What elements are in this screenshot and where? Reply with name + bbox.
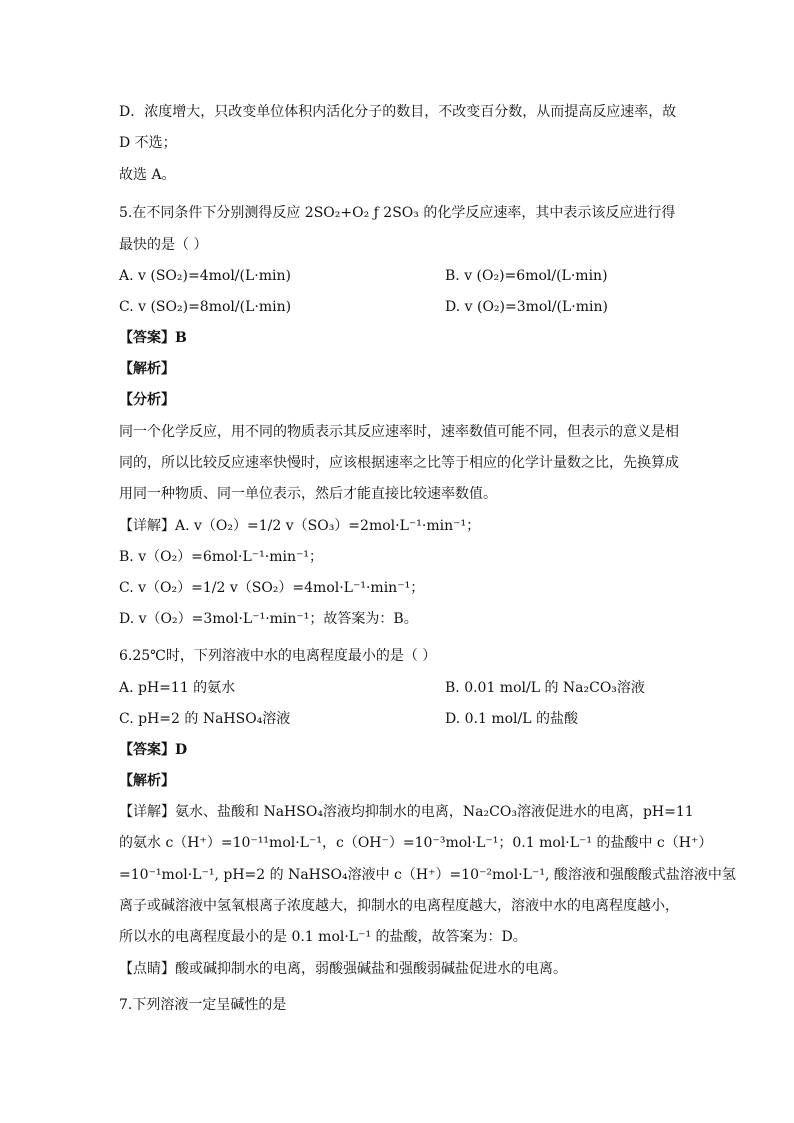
question-6-stem: 6.25℃时，下列溶液中水的电离程度最小的是（ ）: [119, 648, 437, 664]
tip-line: 【点睛】酸或碱抑制水的电离，弱酸强碱盐和强酸弱碱盐促进水的电离。: [119, 961, 567, 977]
detail-line: =10⁻¹mol·L⁻¹, pH=2 的 NaHSO₄溶液中 c（H⁺）=10⁻²mol·L⁻¹, 酸溶液和强酸酸式盐溶液中氢: [119, 867, 736, 883]
question-5-stem: 最快的是（ ）: [119, 237, 208, 253]
detail-line: 【详解】氨水、盐酸和 NaHSO₄溶液均抑制水的电离，Na₂CO₃溶液促进水的电离，pH=11: [119, 804, 694, 820]
option-a: A. v (SO₂)=4mol/(L·min): [119, 268, 291, 284]
detail-line: 所以水的电离程度最小的是 0.1 mol·L⁻¹ 的盐酸，故答案为：D。: [119, 929, 527, 945]
option-a: A. pH=11 的氨水: [119, 680, 236, 696]
text-line: D．浓度增大，只改变单位体积内活化分子的数目，不改变百分数，从而提高反应速率，故: [119, 104, 677, 120]
detail-line: 离子或碱溶液中氢氧根离子浓度越大，抑制水的电离程度越大，溶液中水的电离程度越小，: [119, 898, 679, 914]
answer-label: 【答案】B: [119, 330, 187, 346]
fenxi-label: 【分析】: [119, 392, 175, 408]
analysis-label: 【解析】: [119, 773, 175, 789]
text-line: 用同一种物质、同一单位表示，然后才能直接比较速率数值。: [119, 486, 497, 502]
question-5-stem: 5.在不同条件下分别测得反应 2SO₂+O₂ ƒ 2SO₃ 的化学反应速率，其中表示该反应进行得: [119, 205, 676, 221]
option-c: C. v (SO₂)=8mol/(L·min): [119, 299, 292, 315]
detail-line: 的氨水 c（H⁺）=10⁻¹¹mol·L⁻¹，c（OH⁻）=10⁻³mol·L⁻¹；0.1 mol·L⁻¹ 的盐酸中 c（H⁺）: [119, 835, 713, 851]
option-c: C. pH=2 的 NaHSO₄溶液: [119, 711, 291, 727]
detail-line: C. v（O₂）=1/2 v（SO₂）=4mol·L⁻¹·min⁻¹；: [119, 580, 425, 596]
text-line: 同一个化学反应，用不同的物质表示其反应速率时，速率数值可能不同，但表示的意义是相: [119, 424, 679, 440]
option-d: D. 0.1 mol/L 的盐酸: [445, 711, 578, 727]
analysis-label: 【解析】: [119, 361, 175, 377]
text-line: D 不选；: [119, 135, 177, 151]
answer-label: 【答案】D: [119, 742, 188, 758]
question-7-stem: 7.下列溶液一定呈碱性的是: [119, 997, 287, 1013]
detail-line: B. v（O₂）=6mol·L⁻¹·min⁻¹；: [119, 549, 323, 565]
detail-line: D. v（O₂）=3mol·L⁻¹·min⁻¹；故答案为：B。: [119, 611, 418, 627]
option-b: B. 0.01 mol/L 的 Na₂CO₃溶液: [445, 680, 645, 696]
option-d: D. v (O₂)=3mol/(L·min): [445, 299, 608, 315]
text-line: 故选 A。: [119, 167, 176, 183]
text-line: 同的，所以比较反应速率快慢时，应该根据速率之比等于相应的化学计量数之比，先换算成: [119, 455, 679, 471]
option-b: B. v (O₂)=6mol/(L·min): [445, 268, 608, 284]
detail-line: 【详解】A. v（O₂）=1/2 v（SO₃）=2mol·L⁻¹·min⁻¹；: [119, 518, 481, 534]
